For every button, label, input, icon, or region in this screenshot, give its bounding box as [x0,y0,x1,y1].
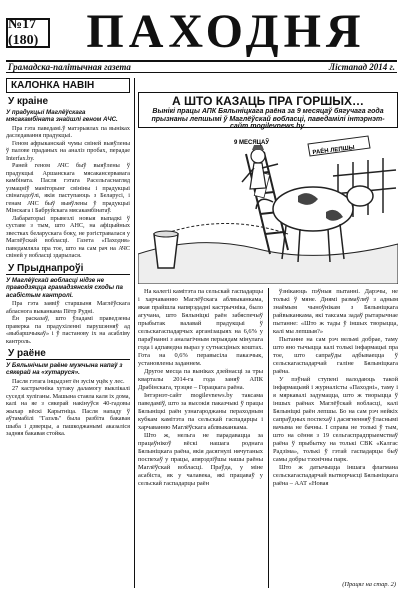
news-lead: У прадукцыі Маглёўскага мясакамбіната знайшлі геном АЧС. [6,109,118,124]
ribbon-text: РАЁН ЛЕПШЫ [312,145,355,157]
news-paragraph: Ён расказаў, што ўладамі праведзены праверка па прадухіленні парушэнняў ад «выбаршчыкаў» і ў пастанову іх на асабліву кантроль. [6,315,130,345]
tagline: Грамадска-палітычная газета [8,62,131,72]
newspaper-title: ПАХОДНЯ [86,5,366,58]
article-headline: А ШТО КАЗАЦЬ ПРА ГОРШЫХ… [171,94,365,108]
issue-date: Лістапад 2014 г. [328,62,395,72]
section-heading-district: У раёне [6,348,130,360]
headline-box [138,92,398,131]
section-heading-country: У краіне [8,96,49,107]
masthead [6,6,397,58]
news-paragraph: Пра гэта паведамі.ў матэрыялах па выніках даследавання прадукцыі. [6,124,130,140]
article-paragraph: Пытанне на сам рэч вельмі добрае, таму што яно тычыцца калі толькі інфармацыі пра тое, што сапраўды адбываецца ў сельскагаспадарчай галіне Бялыніцкага раёна. [273,336,398,375]
ladder-sign-text: 9 МЕСЯЦАЎ [234,140,270,146]
article-paragraph: Другое месца па выніках дзейнасці за тры кварталы 2014-га года заняў АПК Драбінскага, трэцяе – Горацкага раёна. [138,368,263,391]
news-paragraph: Геном афрыканскай чумы свіней выяўлены ў палове праданых на аналіз пробах, перадае Interfax.by. [6,139,130,162]
article-column-2 [273,288,398,588]
main-article [138,78,398,588]
section-heading-region: У Прыднапроўі [6,263,130,275]
news-paragraph: Лабараторыі прывезлі новыя выпадкі ў суставе з тым, што АНС, на афіцыйных звестках беларускага боку, не рэгістравалася у Маглёўскай вобласці. Газета «Паходня» паведамляла пра тое, што на сам рач на АЧС свіней у вобласці здарылася. [6,214,130,260]
news-paragraph: Раней геном АЧС быў выяўлены ў прадукцыі Аршанскага мясакансервавага камбіната. Пасля гэтага Расельгаснагляд узмацніў маніторынг свініны і прадукцыі свінагадоўлі, якія паступаюць з Беларусі, і генам АЧС быў выяўлены ў прадукцыі Мінскага і Бабруйскага мясакамбінатаў. [6,162,130,215]
article-paragraph: Што ж, нельга не парадавацца за працаўнікоў вёскі нашага роднага Бялыніцкага раёна, якія дасягнулі нячутаных поспехаў у працы, апярэдзіўшы нашы раёны Маглёўскай вобласці. Праўда, у міне асабіста, як у чалавека, які працаваў у сельскай гаспадарцы раён [138,432,263,487]
news-lead: У Маглёўскай вобласці нідзе не праводзяцца грамадзянскія сходы па асабістым кантролі. [6,276,123,299]
article-paragraph: ўзнікаюць пэўныя пытанні. Дарэчы, не толькі ў мяне. Днямі размаўляў з адным знаёмым чыноўнікам з Бялыніцкага райвыканкама, які таксама задаў рытарычнае пытанне: «Што ж тады ў іншых творыцца, калі мы лепшыя?» [273,288,398,335]
news-paragraph: Пра гэта заявіў старшыня Маглёўскага абласнога выканкама Пётр Рудні. [6,300,130,315]
article-column-divider [268,288,269,588]
article-paragraph: У пэўнай ступені валодаюць такой інфармацыяй і журналісты «Паходні», таму і я мяркавалі задумацца, што ж творыцца ў іншых раёнах Маглёўскай вобласці, калі Бялыніцкі раён лепшы. Бо на сам рэч нейкіх сапраўдных поспехаў і дасягненняў ўласнымі вачыма не бачны. І справа не толькі ў тым, што на сёння з 19 сельгаспрадпрыемстваў раёна ў прыбытку на толькі СВК «Калгас Радзіма», толькі ў гэтай гаспадарцы быў самы добры тэхнічны парк. [273,376,398,463]
news-column-header: КАЛОНКА НАВІН [6,78,130,93]
news-paragraph: Пасля гэтага інцыдэнт ён зусім уцёк у лес. [12,377,125,385]
article-paragraph: На калегіі камітэта па сельскай гаспадарцы і харчаванню Маглёўскага аблвыканкама, якая прайшла напярэдадні кастрычніка, было агучана, што Бялыніцкі раён забяспечыў прыбытак валавай прадукцыі ў сельскагаспадарчых арганізацыях на 6,6% у параўнанні з аналагічным перыядам мінулага года і адпаведна выраз у сутнасціных коштах. Гота на 0,6% перавысіла паказчык, установлены заданнем. [138,288,263,367]
article-deck: Вынікі працы АПК Бялыніцкага раёна за 9 месяцаў бягучага года прызнаны лепшымі ў Маглёўскай вобласці, паведамілі інтэрнэт-сайт mogilevnews.by. [151,108,385,131]
article-column-1 [138,288,263,588]
news-paragraph: 27 кастрычніка хутаку даламогу выклікалі суседзі хуліганы. Машына стаяла каля іх дома, калі на яе з сякерай накінуўся 40-гадовы жыхар вёскі Карытніца. Пасля нападу ў аўтамабілі "Газэль" была разбіта бакавая шыба і дзверцы, а пашкоджанымі аказаліся задняя бакавая стойка. [6,385,130,438]
news-column [6,78,130,588]
article-body [138,288,398,588]
column-divider [134,78,135,588]
continuation-note[interactable]: (Працяг на стар. 2) [342,581,396,588]
subtitle-bar [6,60,397,73]
article-paragraph: Што ж датычыцца іншага флагмана сельскагаспадарчай вытворчасці Бялыніцкага раёна – ААТ «Новая [273,464,398,487]
issue-number: №17 (180) [6,18,50,48]
article-paragraph: Інтэрнэт-сайт mogilevnews.by таксама паведаміў, што за высокія паказчыкі ў працы Бялыніцкі раён узнагароджаны пераходным кубкам камітэта па сельскай гаспадарцы і харчаванню Маглёўскага аблвыканкама. [138,392,263,431]
news-lead: У Бялынічым раёне мужчына напаў з сякерай на «хутаруся». [6,362,123,377]
